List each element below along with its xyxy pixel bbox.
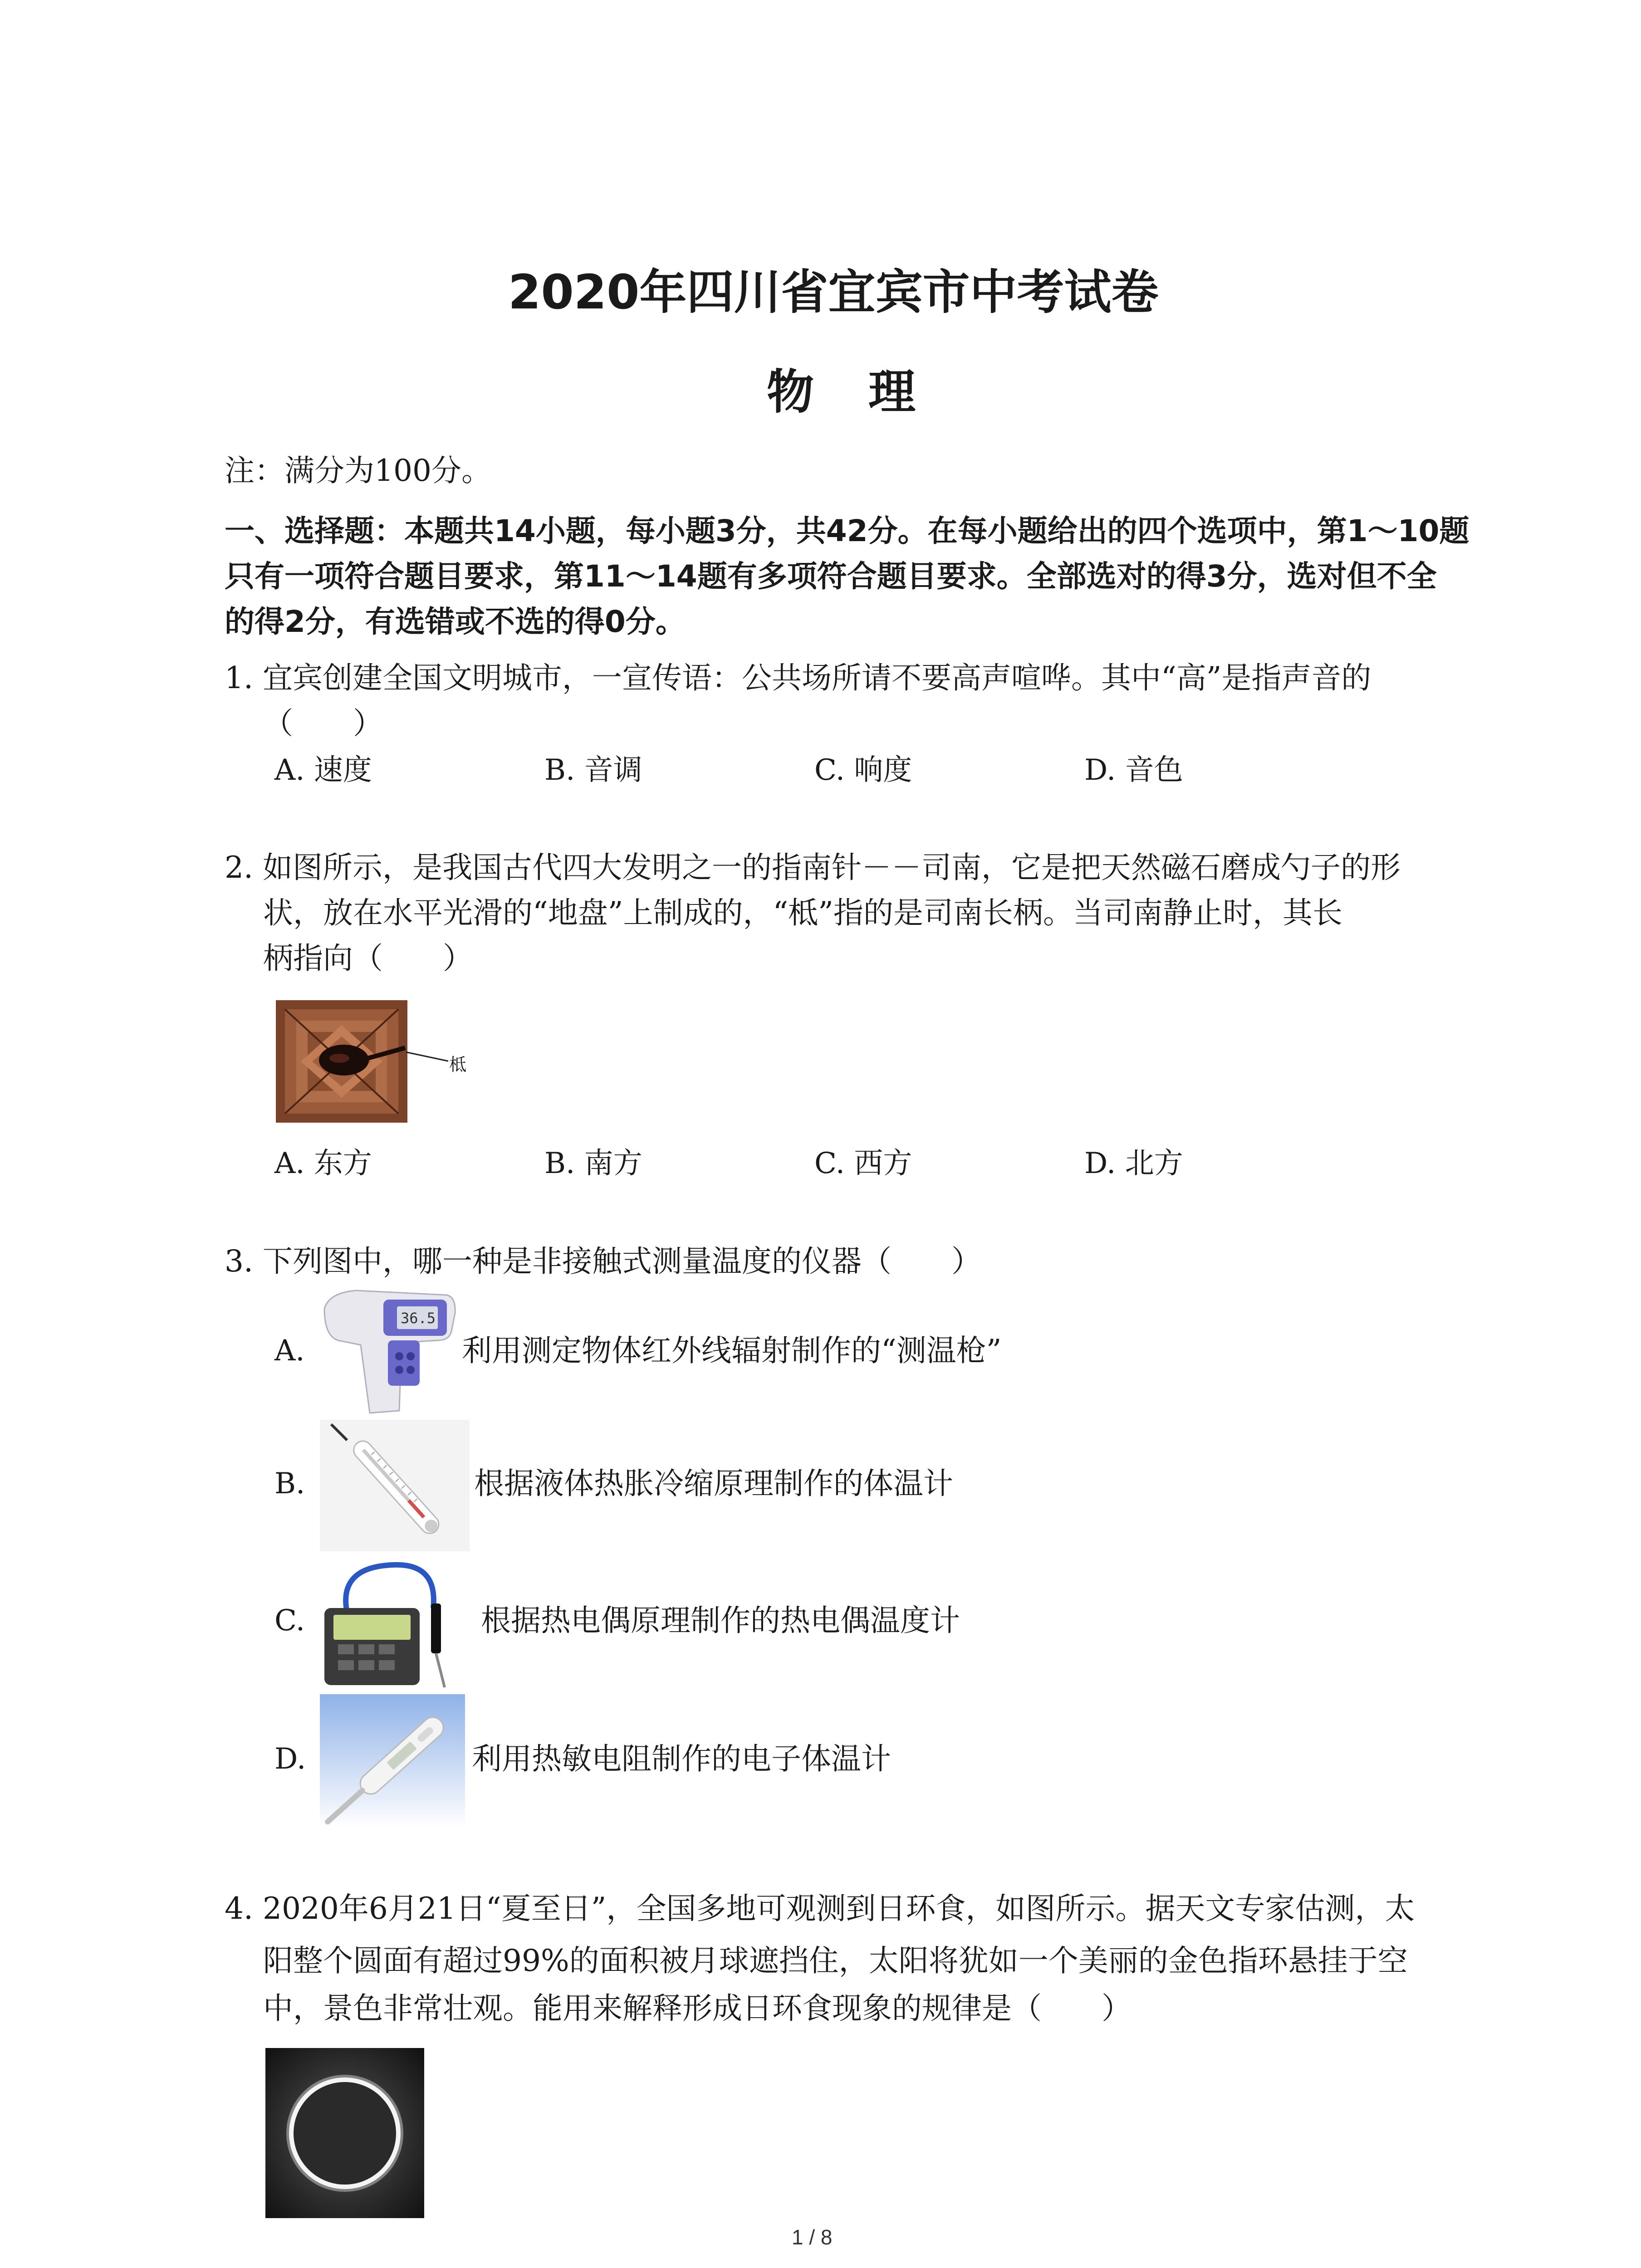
q1-option-b: B. 音调	[544, 753, 642, 787]
q2-stem-line-3: 柄指向（ ）	[263, 941, 473, 976]
section-instructions-line-1: 一、选择题：本题共14小题，每小题3分，共42分。在每小题给出的四个选项中，第1～10题	[225, 513, 1470, 548]
ir-thermometer-figure	[320, 1281, 458, 1415]
thermocouple-icon	[320, 1558, 460, 1690]
electronic-thermometer-icon	[320, 1694, 465, 1828]
liquid-thermometer-figure	[320, 1420, 470, 1551]
section-instructions-line-3: 的得2分，有选错或不选的得0分。	[225, 604, 686, 639]
q2-option-c: C. 西方	[814, 1147, 912, 1180]
ir-thermometer-icon	[320, 1281, 458, 1415]
section-instructions-line-2: 只有一项符合题目要求，第11～14题有多项符合题目要求。全部选对的得3分，选对但不全	[225, 559, 1437, 594]
handle-pointer-line	[406, 1051, 449, 1062]
annular-eclipse-figure	[265, 2048, 424, 2218]
q1-stem-line-2: （ ）	[263, 706, 383, 741]
q4-stem-line-3: 中，景色非常壮观。能用来解释形成日环食现象的规律是（ ）	[263, 1991, 1132, 2026]
q3-option-d-text: 利用热敏电阻制作的电子体温计	[472, 1741, 891, 1776]
annular-eclipse-icon	[265, 2048, 424, 2218]
subject-title: 物理	[767, 364, 970, 420]
q3-option-a-letter: A.	[274, 1334, 305, 1368]
q3-option-b-text: 根据液体热胀冷缩原理制作的体温计	[474, 1466, 953, 1501]
score-note: 注：满分为100分。	[225, 453, 491, 488]
q2-option-d: D. 北方	[1084, 1147, 1183, 1180]
q1-option-c: C. 响度	[814, 753, 912, 787]
q2-stem-line-2: 状，放在水平光滑的“地盘”上制成的，“柢”指的是司南长柄。当司南静止时，其长	[263, 895, 1342, 930]
sinan-compass-icon	[276, 1000, 407, 1123]
q2-stem-line-1: 2. 如图所示，是我国古代四大发明之一的指南针－－司南，它是把天然磁石磨成勺子的形	[225, 850, 1401, 885]
electronic-thermometer-figure	[320, 1694, 465, 1828]
thermocouple-figure	[320, 1558, 460, 1690]
q4-stem-line-2: 阳整个圆面有超过99%的面积被月球遮挡住，太阳将犹如一个美丽的金色指环悬挂于空	[263, 1943, 1408, 1978]
page-number: 1 / 8	[792, 2225, 833, 2249]
page-title: 2020年四川省宜宾市中考试卷	[508, 264, 1159, 320]
sinan-compass-figure	[276, 1000, 407, 1123]
q4-stem-line-1: 4. 2020年6月21日“夏至日”，全国多地可观测到日环食，如图所示。据天文专家估测，太	[225, 1891, 1415, 1926]
q3-option-c-text: 根据热电偶原理制作的热电偶温度计	[481, 1603, 960, 1638]
thermometer-display-reading: 36.5	[401, 1310, 436, 1327]
q1-option-d: D. 音色	[1084, 753, 1183, 787]
q2-option-b: B. 南方	[544, 1147, 642, 1180]
q3-option-a-text: 利用测定物体红外线辐射制作的“测温枪”	[462, 1333, 1002, 1368]
q3-option-c-letter: C.	[274, 1604, 305, 1637]
q1-option-a: A. 速度	[274, 753, 372, 787]
q3-option-d-letter: D.	[274, 1742, 306, 1776]
q3-stem: 3. 下列图中，哪一种是非接触式测量温度的仪器（ ）	[225, 1244, 981, 1279]
q3-option-b-letter: B.	[274, 1467, 305, 1501]
q2-option-a: A. 东方	[274, 1147, 372, 1180]
liquid-thermometer-icon	[320, 1420, 470, 1551]
q1-stem-line-1: 1. 宜宾创建全国文明城市，一宣传语：公共场所请不要高声喧哗。其中“高”是指声音的	[225, 660, 1372, 695]
handle-label: 柢	[449, 1055, 467, 1075]
